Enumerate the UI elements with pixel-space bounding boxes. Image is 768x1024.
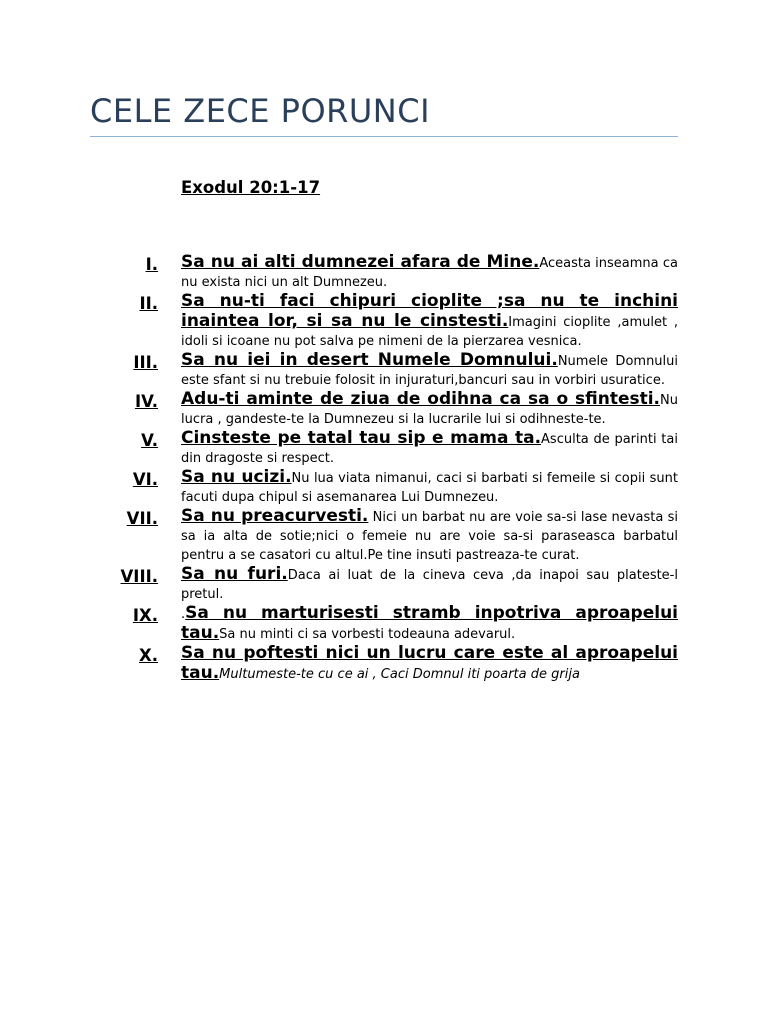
list-item	[0, 565, 768, 604]
commandment-note: Asculta de parinti tai din dragoste si respect.	[181, 432, 678, 466]
list-item	[0, 253, 768, 292]
commandment-text: Sa nu iei in desert Numele Domnului.	[181, 350, 558, 370]
commandment-note: Daca ai luat de la cineva ceva ,da inapoi sau plateste-l pretul.	[181, 568, 678, 602]
item-body	[181, 468, 678, 507]
commandment-text: Sa nu furi.	[181, 564, 288, 584]
commandment-text: Sa nu marturisesti stramb inpotriva aproapelui tau.	[181, 603, 678, 643]
commandment-note: Aceasta inseamna ca nu exista nici un alt Dumnezeu.	[181, 256, 678, 290]
item-number: I.	[145, 255, 158, 274]
list-item	[0, 468, 768, 507]
item-number: X.	[139, 646, 158, 665]
item-body	[181, 644, 678, 684]
list-item	[0, 351, 768, 390]
list-item	[0, 390, 768, 429]
commandment-note: Nu lucra , gandeste-te la Dumnezeu si la lucrarile lui si odihneste-te.	[181, 393, 678, 427]
item-number: VII.	[126, 509, 158, 528]
commandment-text: Cinsteste pe tatal tau sip e mama ta.	[181, 428, 542, 448]
commandment-note: Nu lua viata nimanui, caci si barbati si femeile si copii sunt facuti dupa chipul si asemanarea Lui Dumnezeu.	[181, 471, 678, 505]
commandment-prefix: .	[181, 607, 186, 622]
commandment-text: Adu-ti aminte de ziua de odihna ca sa o sfintesti.	[181, 389, 661, 409]
commandment-note: Multumeste-te cu ce ai , Caci Domnul iti poarta de grija	[219, 667, 580, 682]
title-divider	[90, 136, 678, 137]
item-body	[181, 429, 678, 468]
commandments-list	[0, 253, 768, 684]
commandment-text: Sa nu ucizi.	[181, 467, 292, 487]
item-number: IX.	[132, 606, 158, 625]
list-item	[0, 292, 768, 351]
item-body	[181, 507, 678, 565]
commandment-note: Imagini cioplite ,amulet , idoli si icoane nu pot salva pe nimeni de la pierzarea vesnica.	[181, 315, 679, 349]
item-number: V.	[141, 431, 158, 450]
item-number: IV.	[134, 392, 158, 411]
item-body	[181, 292, 678, 351]
commandment-note: Numele Domnului este sfant si nu trebuie folosit in injuraturi,bancuri sau in vorbiri usuratice.	[181, 354, 679, 388]
list-item	[0, 644, 768, 684]
list-item	[0, 604, 768, 644]
item-body	[181, 565, 678, 604]
commandment-text: Sa nu preacurvesti.	[181, 506, 369, 526]
item-number: II.	[139, 294, 158, 313]
commandment-text: Sa nu poftesti nici un lucru care este al aproapelui tau.	[181, 643, 678, 683]
list-item	[0, 507, 768, 565]
commandment-text: Sa nu-ti faci chipuri cioplite ;sa nu te inchini inaintea lor, si sa nu le cinstesti.	[181, 291, 678, 331]
commandment-note: Nici un barbat nu are voie sa-si lase nevasta si sa ia alta de sotie;nici o femeie nu are voie sa-si paraseasca barbatul pentru a se casatori cu altul.Pe tine insuti pastreaza-te curat.	[181, 510, 678, 563]
item-number: VI.	[132, 470, 158, 489]
list-item	[0, 429, 768, 468]
item-body	[181, 253, 678, 292]
commandment-text: Sa nu ai alti dumnezei afara de Mine.	[181, 252, 540, 272]
item-body	[181, 351, 678, 390]
item-number: VIII.	[120, 567, 158, 586]
item-number: III.	[133, 353, 158, 372]
item-body	[181, 390, 678, 429]
commandment-note: Sa nu minti ci sa vorbesti todeauna adevarul.	[219, 627, 516, 642]
page-title: CELE ZECE PORUNCI	[90, 92, 431, 130]
scripture-reference: Exodul 20:1-17	[181, 178, 321, 197]
item-body	[181, 604, 678, 644]
